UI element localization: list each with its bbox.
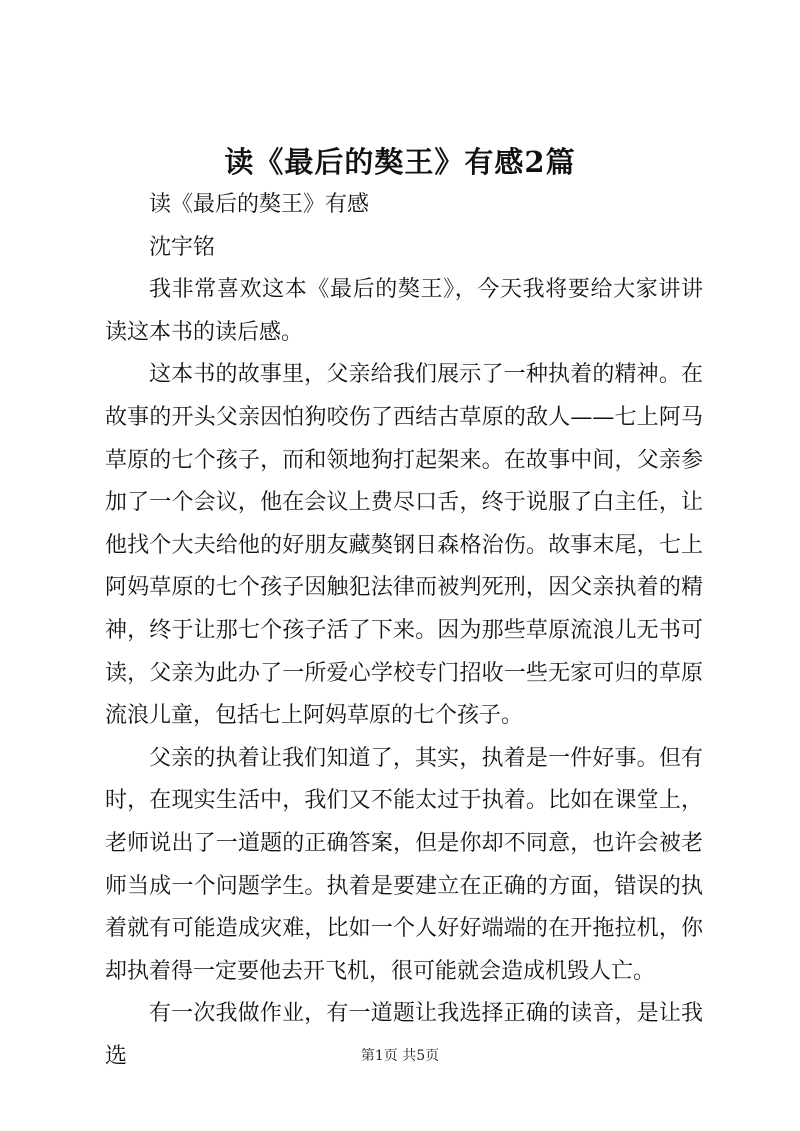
paragraph-reflection: 父亲的执着让我们知道了，其实，执着是一件好事。但有时，在现实生活中，我们又不能太过于执着。比如在课堂上，老师说出了一道题的正确答案，但是你却不同意，也许会被老师当成一个问题学生。执着是要建立在正确的方面，错误的执着就有可能造成灾难，比如一个人好好端端的在开拖拉机，你却执着得一定要他去开飞机，很可能就会造成机毁人亡。 xyxy=(105,745,703,984)
paragraph-author: 沈宇铭 xyxy=(149,234,216,260)
paragraph-subtitle: 读《最后的獒王》有感 xyxy=(149,192,370,217)
document-title: 读《最后的獒王》有感2篇 xyxy=(224,145,576,179)
paragraph-homework: 有一次我做作业，有一道题让我选择正确的读音，是让我选 xyxy=(105,1001,703,1069)
paragraph-story: 这本书的故事里，父亲给我们展示了一种执着的精神。在故事的开头父亲因怕狗咬伤了西结古草原的敌人——七上阿马草原的七个孩子，而和领地狗打起架来。在故事中间，父亲参加了一个会议，他在会议上费尽口舌，终于说服了白主任，让他找个大夫给他的好朋友藏獒钢日森格治伤。故事末尾，七上阿妈草原的七个孩子因触犯法律而被判死刑，因父亲执着的精神，终于让那七个孩子活了下来。因为那些草原流浪儿无书可读，父亲为此办了一所爱心学校专门招收一些无家可归的草原流浪儿童，包括七上阿妈草原的七个孩子。 xyxy=(105,362,703,729)
document-body xyxy=(105,184,703,1078)
paragraph-intro: 我非常喜欢这本《最后的獒王》，今天我将要给大家讲讲读这本书的读后感。 xyxy=(105,277,703,345)
page-footer: 第1页 共5页 xyxy=(360,1048,440,1064)
